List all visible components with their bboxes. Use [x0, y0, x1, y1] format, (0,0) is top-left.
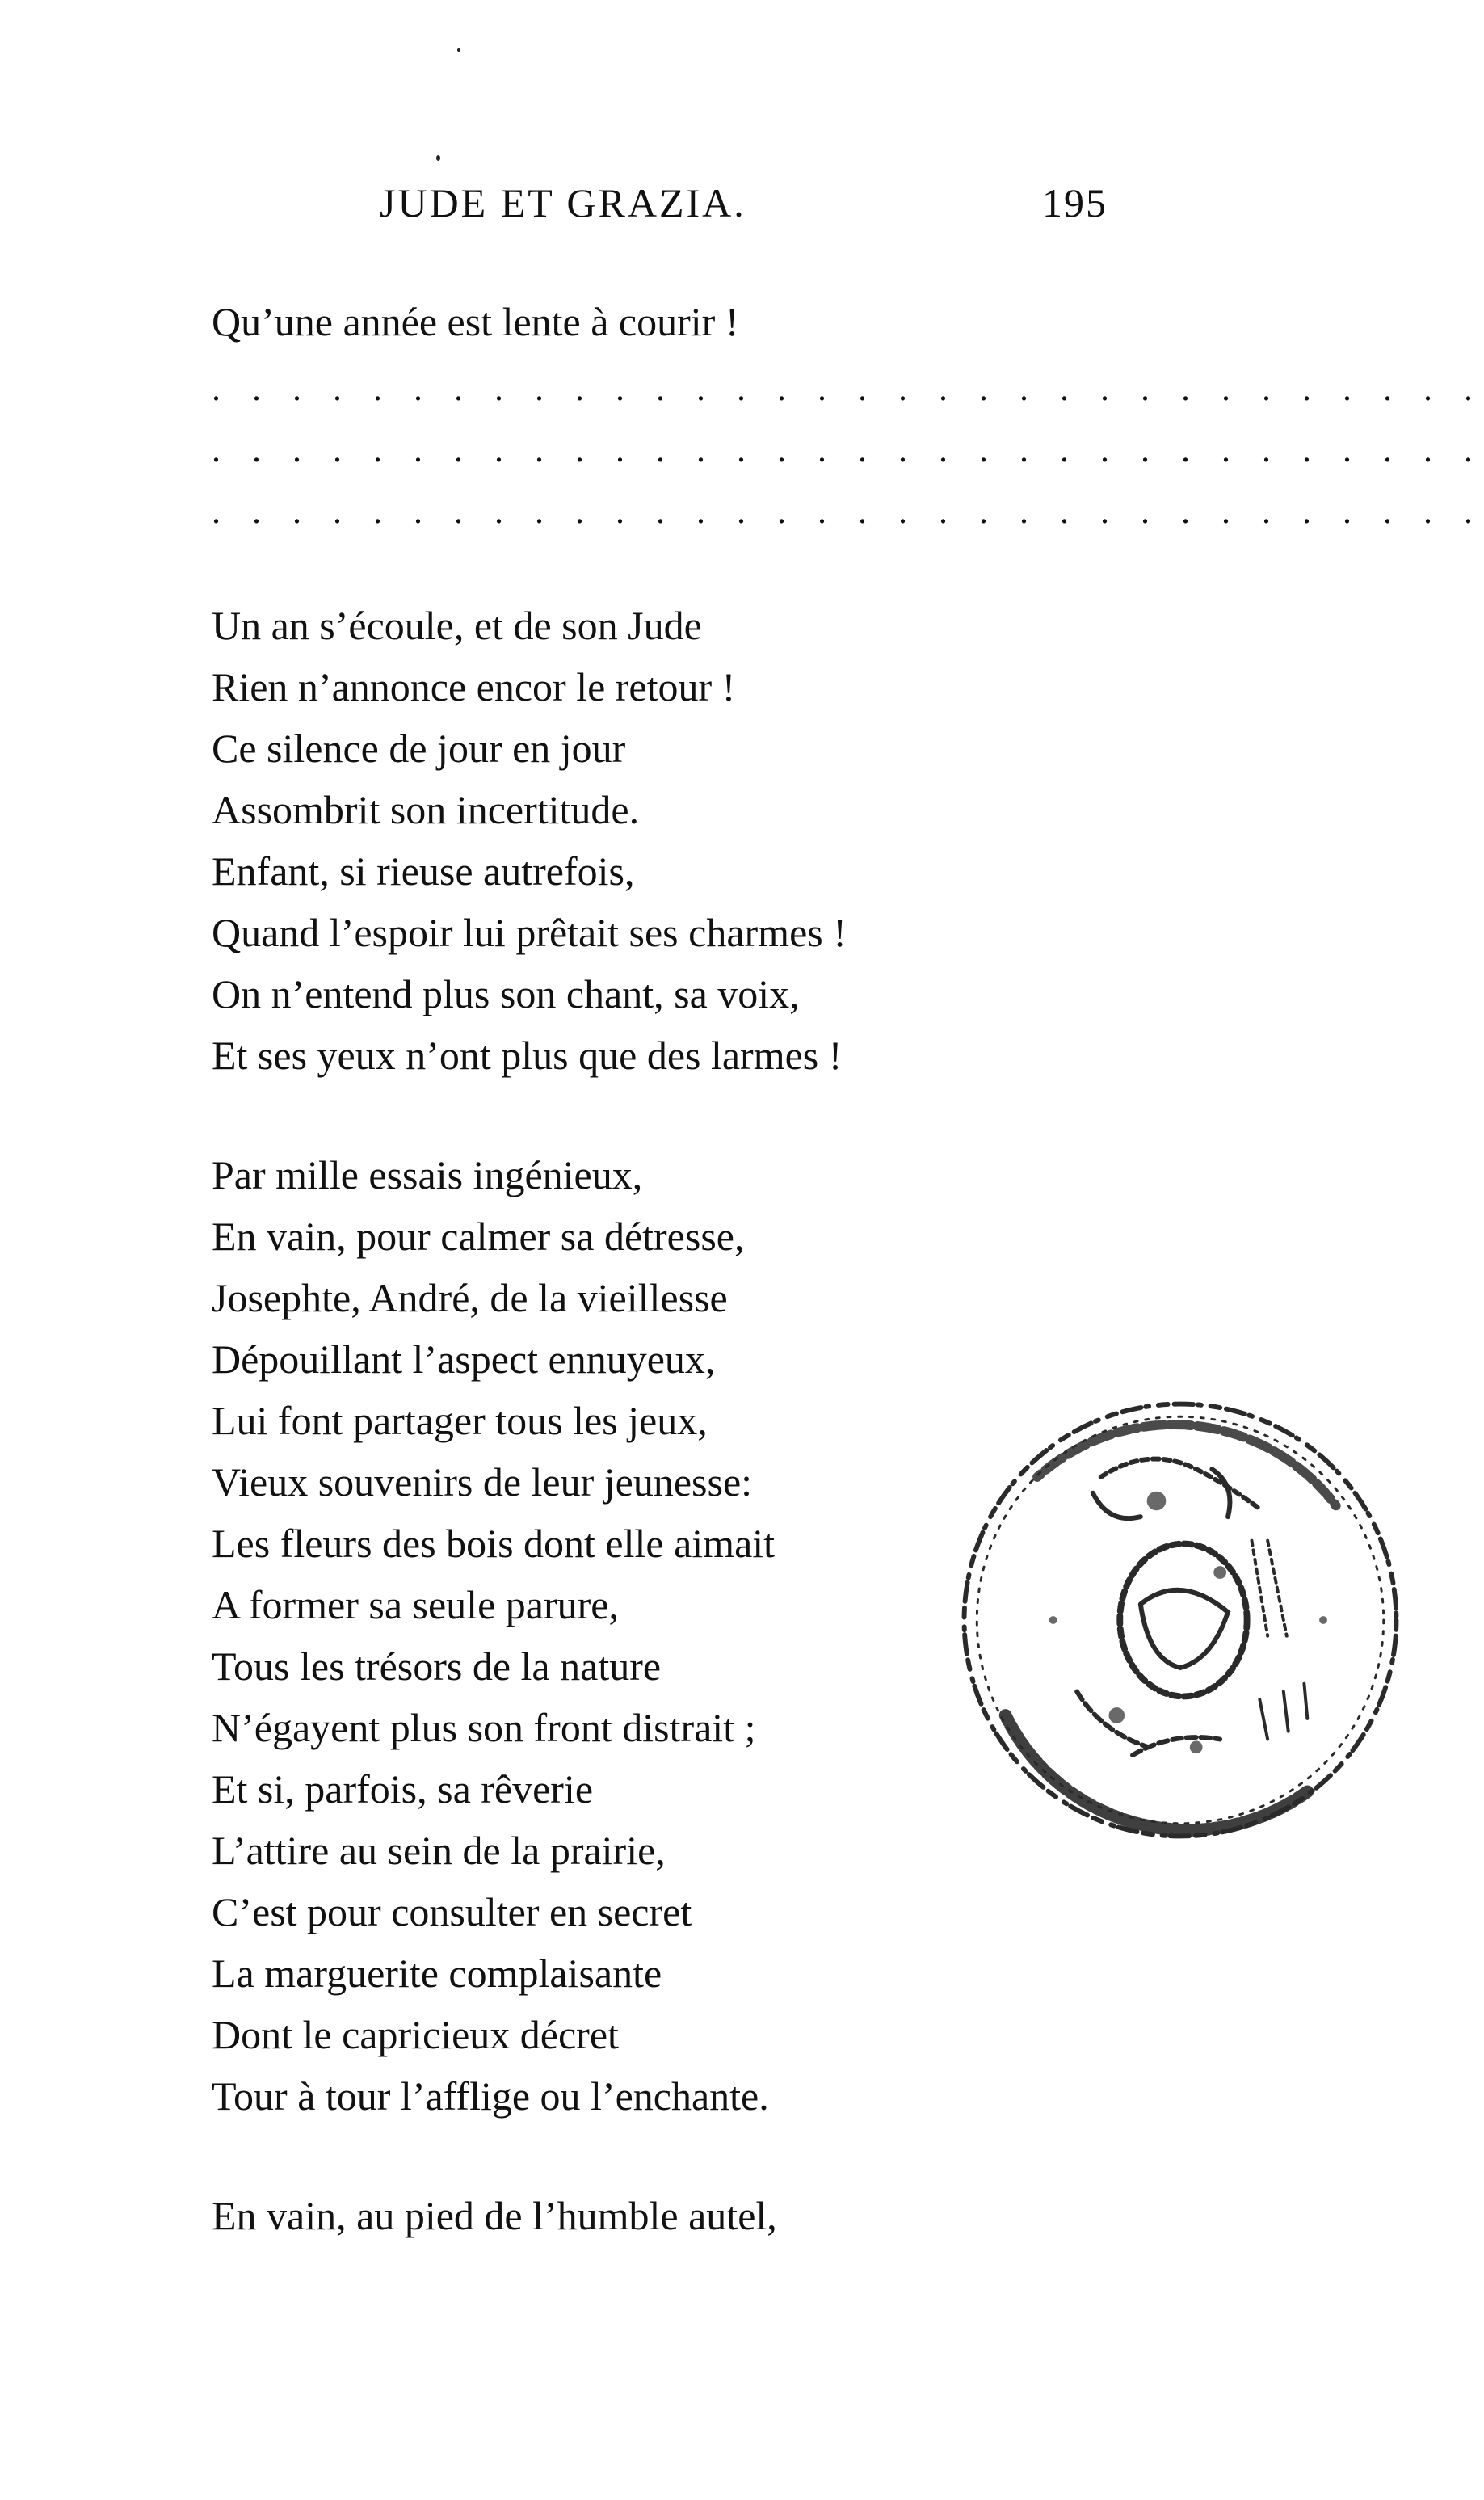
verse-line: Et si, parfois, sa rêverie [212, 1766, 594, 1812]
ellipsis-row: . . . . . . . . . . . . . . . . . . . . . . . . . . . . . . . . [212, 491, 1484, 531]
verse-line: A former sa seule parure, [212, 1582, 619, 1627]
verse-line: La marguerite complaisante [212, 1951, 662, 1996]
poem-text [212, 291, 1484, 2246]
ellipsis-row: . . . . . . . . . . . . . . . . . . . . . . . . . . . . . . . . [212, 368, 1484, 408]
verse-line: Les fleurs des bois dont elle aimait [212, 1521, 776, 1566]
ink-speck [457, 48, 460, 52]
library-stamp-icon [942, 1382, 1419, 1858]
verse-line: Rien n’annonce encor le retour ! [212, 664, 736, 709]
verse-line: Tour à tour l’afflige ou l’enchante. [212, 2073, 769, 2119]
stanza [212, 595, 963, 1086]
verse-line: Un an s’écoule, et de son Jude [212, 603, 702, 648]
running-title: JUDE ET GRAZIA. [380, 180, 746, 225]
verse-line: Dépouillant l’aspect ennuyeux, [212, 1336, 716, 1382]
verse-line: Josephte, André, de la vieillesse [212, 1275, 728, 1320]
verse-line: Enfant, si rieuse autrefois, [212, 848, 635, 894]
page-number: 195 [1042, 180, 1108, 225]
verse-line: Par mille essais ingénieux, [212, 1152, 643, 1197]
stanza-gap [212, 1086, 963, 1144]
stanza [212, 1144, 963, 2127]
verse-line: Ce silence de jour en jour [212, 726, 626, 771]
verse-line: En vain, au pied de l’humble autel, [212, 2193, 777, 2238]
verse-line: Et ses yeux n’ont plus que des larmes ! [212, 1033, 843, 1078]
verse-line: Lui font partager tous les jeux, [212, 1398, 708, 1443]
verse-line: Dont le capricieux décret [212, 2012, 619, 2057]
verse-line: Qu’une année est lente à courir ! [212, 299, 739, 344]
verse-line: N’égayent plus son front distrait ; [212, 1705, 756, 1750]
stanza-gap [212, 537, 963, 595]
verse-line: L’attire au sein de la prairie, [212, 1828, 666, 1873]
verse-line: Assombrit son incertitude. [212, 787, 640, 832]
verse-line: Vieux souvenirs de leur jeunesse: [212, 1459, 753, 1505]
verse-line: On n’entend plus son chant, sa voix, [212, 971, 800, 1016]
verse-line: Quand l’espoir lui prêtait ses charmes ! [212, 910, 847, 955]
ellipsis-row: . . . . . . . . . . . . . . . . . . . . . . . . . . . . . . . . [212, 430, 1484, 469]
verse-line: Tous les trésors de la nature [212, 1644, 662, 1689]
stanza-gap [212, 2127, 963, 2185]
verse-line: C’est pour consulter en secret [212, 1889, 692, 1934]
ink-speck [436, 155, 440, 161]
verse-line: En vain, pour calmer sa détresse, [212, 1214, 745, 1259]
